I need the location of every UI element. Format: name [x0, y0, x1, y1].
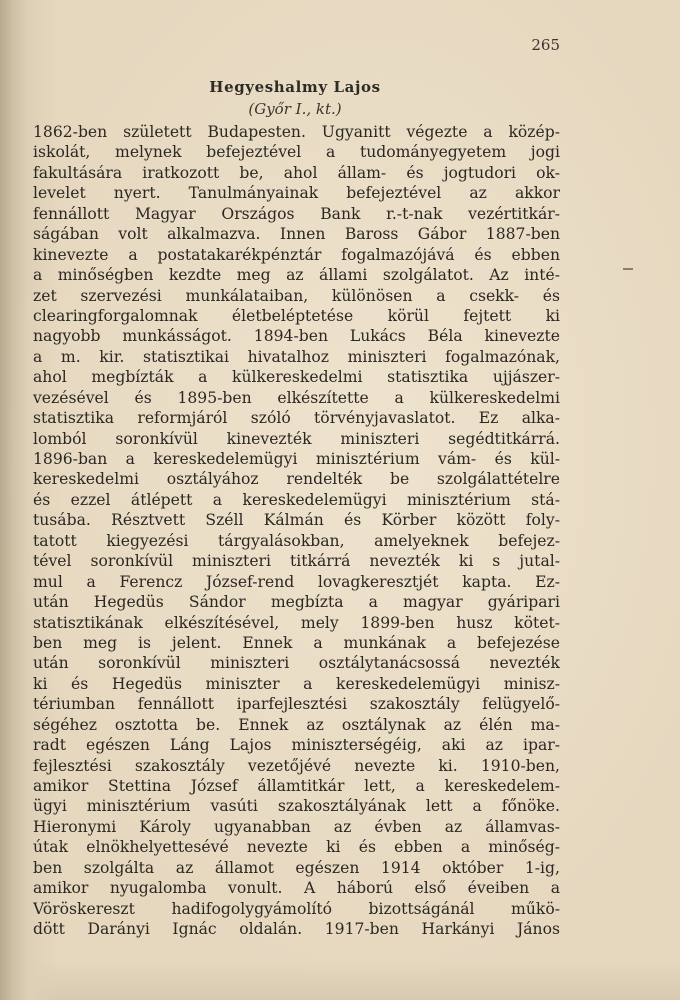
text-line: dött Darányi Ignác oldalán. 1917-ben Harkányi János	[33, 920, 560, 939]
text-line: Vöröskereszt hadifogolygyámolító bizottságánál műkö-	[33, 899, 560, 918]
text-line: radt egészen Láng Lajos miniszterségéig, aki az ipar-	[33, 736, 560, 755]
text-line: iskolát, melynek befejeztével a tudományegyetem jogi	[33, 143, 560, 162]
text-line: fennállott Magyar Országos Bank r.-t-nak vezértitkár-	[33, 204, 560, 223]
text-line: Hieronymi Károly ugyanabban az évben az államvas-	[33, 817, 560, 836]
entry-heading: Hegyeshalmy Lajos	[209, 78, 381, 96]
text-line: statisztika reformjáról szóló törvényjavaslatot. Ez alka-	[33, 409, 560, 428]
entry-subheading: (Győr I., kt.)	[248, 100, 342, 118]
text-line: ben meg is jelent. Ennek a munkának a befejezése	[33, 633, 560, 652]
text-line: után soronkívül miniszteri osztálytanácsossá nevezték	[33, 654, 560, 673]
text-line: statisztikának elkészítésével, mely 1899-ben husz kötet-	[33, 613, 560, 632]
text-line: lomból soronkívül kinevezték miniszteri segédtitkárrá.	[33, 429, 560, 448]
text-line: nagyobb munkásságot. 1894-ben Lukács Béla kinevezte	[33, 327, 560, 346]
text-line: után Hegedüs Sándor megbízta a magyar gyáripari	[33, 593, 560, 612]
margin-mark	[623, 268, 633, 270]
text-line: útak elnökhelyettesévé nevezte ki és ebben a minőség-	[33, 838, 560, 857]
text-line: tusába. Résztvett Széll Kálmán és Körber között foly-	[33, 511, 560, 530]
text-line: mul a Ferencz József-rend lovagkeresztjét kapta. Ez-	[33, 572, 560, 591]
text-line: levelet nyert. Tanulmányainak befejeztével az akkor	[33, 184, 560, 203]
text-line: tével soronkívül miniszteri titkárrá nevezték ki s jutal-	[33, 552, 560, 571]
text-line: és ezzel átlépett a kereskedelemügyi minisztérium stá-	[33, 490, 560, 509]
text-line: ahol megbízták a külkereskedelmi statisztika ujjászer-	[33, 368, 560, 387]
text-line: ki és Hegedüs miniszter a kereskedelemügyi minisz-	[33, 674, 560, 693]
text-line: ségéhez osztotta be. Ennek az osztálynak az élén ma-	[33, 715, 560, 734]
text-line: fakultására iratkozott be, ahol állam- és jogtudori ok-	[33, 163, 560, 182]
text-line: tériumban fennállott iparfejlesztési szakosztály felügyelő-	[33, 695, 560, 714]
text-line: ben szolgálta az államot egészen 1914 október 1-ig,	[33, 858, 560, 877]
text-line: amikor nyugalomba vonult. A háború első éveiben a	[33, 879, 560, 898]
text-line: kereskedelmi osztályához rendelték be szolgálattételre	[33, 470, 560, 489]
text-line: clearingforgalomnak életbeléptetése körül fejtett ki	[33, 306, 560, 325]
text-line: ságában volt alkalmazva. Innen Baross Gábor 1887-ben	[33, 225, 560, 244]
text-line: kinevezte a postatakarékpénztár fogalmazójává és ebben	[33, 245, 560, 264]
text-line: tatott kiegyezési tárgyalásokban, amelyeknek befejez-	[33, 531, 560, 550]
text-line: zet szervezési munkálataiban, különösen a csekk- és	[33, 286, 560, 305]
page-number: 265	[531, 36, 560, 54]
body-text	[33, 122, 560, 940]
text-line: fejlesztési szakosztály vezetőjévé nevezte ki. 1910-ben,	[33, 756, 560, 775]
text-line: ügyi minisztérium vasúti szakosztályának lett a főnöke.	[33, 797, 560, 816]
text-line: a m. kir. statisztikai hivatalhoz miniszteri fogalmazónak,	[33, 347, 560, 366]
text-line: a minőségben kezdte meg az állami szolgálatot. Az inté-	[33, 266, 560, 285]
text-line: 1896-ban a kereskedelemügyi minisztérium vám- és kül-	[33, 450, 560, 468]
text-line: amikor Stettina József államtitkár lett, a kereskedelem-	[33, 777, 560, 795]
text-line: 1862-ben született Budapesten. Ugyanitt végezte a közép-	[33, 123, 560, 141]
text-line: vezésével és 1895-ben elkészítette a külkereskedelmi	[33, 388, 560, 407]
